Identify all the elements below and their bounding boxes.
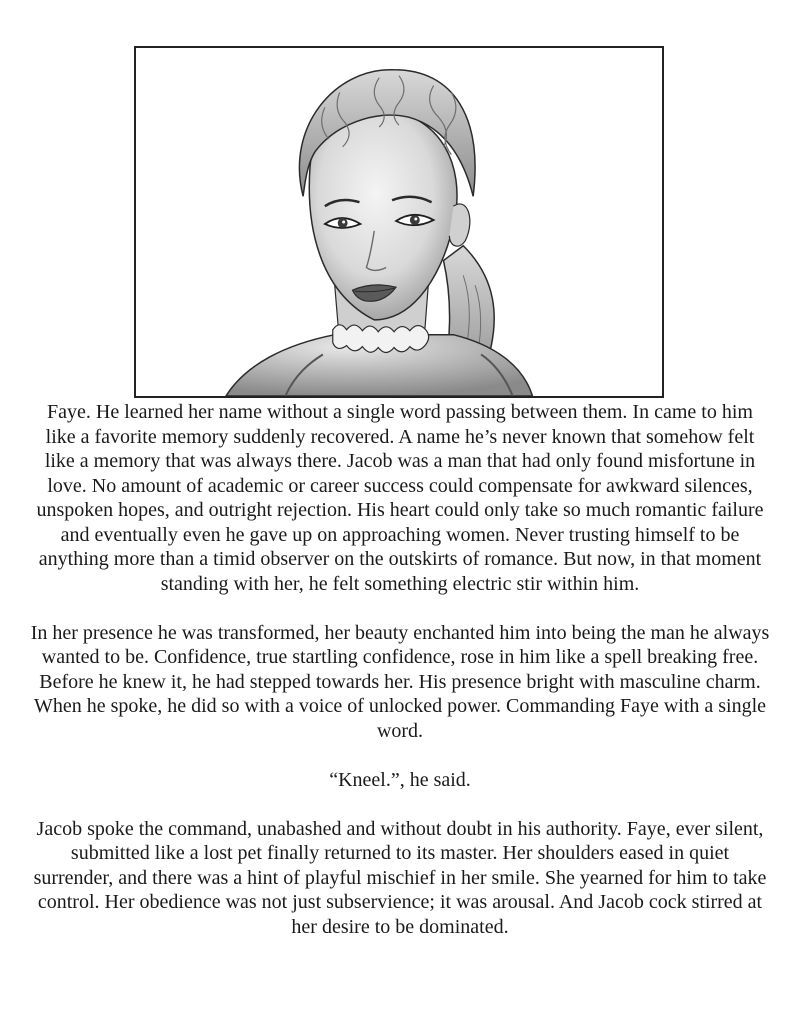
portrait-illustration xyxy=(136,48,662,396)
story-dialogue: “Kneel.”, he said. xyxy=(329,768,471,791)
story-paragraph-4: Jacob spoke the command, unabashed and without doubt in his authority. Faye, ever silent, submitted like a lost pet finally returned to its master. Her shoulders eased in quiet surrender, and there was a hint of playful mischief in her smile. She yearned for him to take control. Her obedience was not just subservience; it was arousal. And Jacob cock stirred at her desire to be dominated. xyxy=(33,817,767,938)
story-paragraph-2: In her presence he was transformed, her beauty enchanted him into being the man he always wanted to be. Confidence, true startling confidence, rose in him like a spell breaking free. Before he knew it, he had stepped towards her. His presence bright with masculine charm. When he spoke, he did so with a voice of unlocked power. Commanding Faye with a single word. xyxy=(30,621,770,742)
story-text xyxy=(30,400,770,939)
illustration-frame xyxy=(134,46,664,398)
story-paragraph-1: Faye. He learned her name without a single word passing between them. In came to him like a favorite memory suddenly recovered. A name he’s never known that somehow felt like a memory that was always there. Jacob was a man that had only found misfortune in love. No amount of academic or career success could compensate for awkward silences, unspoken hopes, and outright rejection. His heart could only take so much romantic failure and eventually even he gave up on approaching women. Never trusting himself to be anything more than a timid observer on the outskirts of romance. But now, in that moment standing with her, he felt something electric stir within him. xyxy=(36,401,764,595)
